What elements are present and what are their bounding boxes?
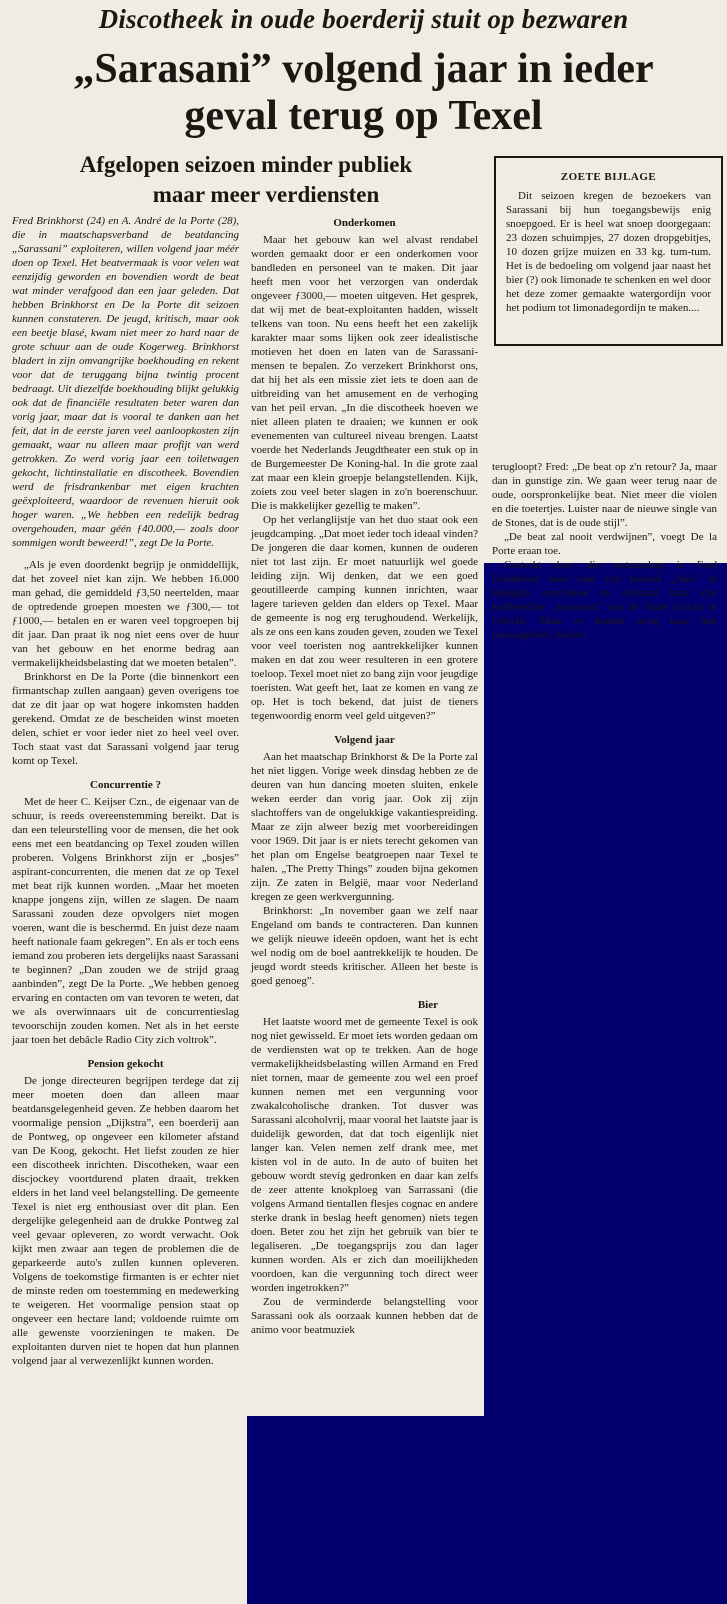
sidebar-title: ZOETE BIJLAGE [560, 171, 657, 183]
intro-paragraph: Fred Brinkhorst (24) en A. André de la Porte (28), die in maatschapsverband de beatdancing „Sarassani” exploiteren, willen volgend jaar méér doen op Texel. Het beatvermaak is voor velen wat eenzijdig geworden en bovendien wordt de beat wat minder verafgood dan een jaar geleden. Dat hebben Brinkhorst en De la Porte dit seizoen kunnen constateren. De jeugd, kritisch, maar ook een beetje blasé, kwam niet meer zo hard naar de grote schuur aan de oude Kogerweg. Brinkhorst bladert in zijn omvangrijke boekhouding en rekent voor dat de teruggang bijna twintig procent bedraagt. Uit diezelfde boekhouding blijkt gelukkig ook dat de financiële resultaten beter waren dan vorig jaar, maar dat is vooral te danken aan het feit, dat in de eerste jaren veel aanloopkosten zijn gemaakt, waar nu alleen maar profijt van werd getrokken. Zo werd vorig jaar een toiletwagen gekocht, lichtinstallatie en discotheek. Bovendien werd de frisdrankenbar met eigen krachten geëxploiteerd, waardoor de revenuen hieruit ook hoger waren. „We hebben een redelijk bedrag overgehouden, maar géén ƒ40.000,— zoals door sommigen wordt beweerd!”, zegt De la Porte. [12, 215, 239, 549]
headline-line-1: „Sarasani” volgend jaar in ieder [73, 46, 654, 92]
section-heading-volgend-jaar: Volgend jaar [334, 734, 395, 746]
kicker-headline: Discotheek in oude boerderij stuit op bezwaren [98, 4, 629, 34]
paragraph: De jonge directeuren begrijpen terdege dat zij meer moeten doen dan alleen maar beatdansgelegenheid geven. Ze hebben daarom het voormalige pension „Dijkstra”, een boerderij aan de Pontweg, op ongeveer een kilometer afstand van De Koog, gekocht. Het liefst zouden ze hier een discotheek inrichten. Discotheken, waar een discjockey voortdurend platen draait, trekken elders in het land veel belangstelling. De gemeente Texel is niet erg enthousiast over dit plan. Een dergelijke gelegenheid aan de drukke Pontweg zal veel gevaar opleveren, zo wordt verwacht. Ook kijkt men zwaar aan tegen de problemen die de geparkeerde auto's zullen kunnen opleveren. Volgens de toekomstige firmanten is er echter niet de minste reden om toestemming en medewerking te weigeren. Het voormalige pension staat op ongeveer een hectare land; voldoende ruimte om alle gewenste voorzieningen te maken. De exploitanten durven niet te hopen dat hun plannen volgend jaar al verwezenlijkt kunnen worden. [12, 1075, 239, 1367]
paragraph: Gesterkt door die wetenschap is Fred Brinkhorst weer naar zijn boetiek „Sara” in Hengelo vertrokken en Armand naar zijn koffiekelder „Sarassani” aan de Oude Gracht in Utrecht. Maar ze komen terug naar hun missiegebied, beslist! [492, 559, 717, 641]
column-b [251, 216, 478, 1337]
subheadline [8, 150, 484, 210]
paragraph: Met de heer C. Keijser Czn., de eigenaar van de schuur, is reeds overeenstemming bereikt. Dat is dan een teleurstelling voor de mensen, die het ook eens met een beatdancing op Texel zouden willen proberen. Volgens Brinkhorst zijn er „bosjes” aspirant-concurrenten, die menen dat ze op Texel met beat rijk kunnen worden. „Maar het moeten knappe jongens zijn, willen ze slagen. De naam Sarassani zouden deze opvolgers niet mogen voeren, want die is beschermd. En juist deze naam heeft nationale faam gekregen”. En als er toch eens iemand zou proberen iets dergelijks naast Sarassani te beginnen? „Dan zouden we de strijd graag aanbinden”, zegt De la Porte. „We hebben genoeg ervaring en contacten om van tevoren te weten, dat we als overwinnaars uit de concurrentieslag tevoorschijn zouden komen. Net als in het eerste jaar toen het debâcle Radio City zich voltrok”. [12, 796, 239, 1046]
paragraph: „De beat zal nooit verdwijnen”, voegt De la Porte eraan toe. [492, 531, 717, 557]
paragraph: Aan het maatschap Brinkhorst & De la Porte zal het niet liggen. Vorige week dinsdag hebben ze de deuren van hun dancing moeten sluiten, enkele weken eerder dan vorig jaar. Ook zij zijn slachtoffers van de ongelukkige vakantiespreiding. Maar ze zijn alweer bezig met voorbereidingen voor 1969. Dit jaar is er niets terecht gekomen van het plan om Engelse beatgroepen naar Texel te halen. „The Pretty Things” zouden bijna gekomen zijn. Ze zaten in België, maar voor Nederland kregen ze geen werkvergunning. [251, 751, 478, 903]
section-heading-pension: Pension gekocht [87, 1058, 164, 1070]
column-a [12, 214, 239, 1368]
paragraph: Brinkhorst: „In november gaan we zelf naar Engeland om bands te contracteren. Dan kunnen we gelijk nieuwe ideeën opdoen, want het is echt wel nodig om de boel aantrekkelijk te houden. De jeugd wordt steeds kritischer. Alleen het beste is goed genoeg”. [251, 905, 478, 987]
section-heading-onderkomen: Onderkomen [333, 217, 396, 229]
paragraph: Brinkhorst en De la Porte (die binnenkort een firmantschap zullen aangaan) geven overigens toe dat ze dit jaar op wat hogere inkomsten hadden gerekend. Omdat ze de bescheiden winst moeten delen, schiet er voor ieder niet zo heel veel over. Toch staat vast dat Sarassani volgend jaar terug komt op Texel. [12, 671, 239, 767]
headline-line-2: geval terug op Texel [184, 93, 543, 139]
clipping-bottom [0, 1416, 247, 1604]
paragraph: Het laatste woord met de gemeente Texel is ook nog niet gewisseld. Er moet iets worden gedaan om de verdiensten wat op te trekken. Aan de hoge vermakelijkheidsbelasting willen Armand en Fred niet tornen, maar de gemeente zou wel een proef kunnen nemen met een vergunning voor zwakalcoholische dranken. Tot dusver was Sarassani alcoholvrij, maar vooral het laatste jaar is duidelijk geworden, dat dat toch eigenlijk niet langer kan. Velen nemen zelf drank mee, met kisten vol in de auto. In de auto of buiten het gebouw wordt stevig gedronken en daar kan zelfs de zeer attente knokploeg van Sarrassani (die volgens Armand tientallen flesjes cognac en andere sterke drank in beslag heeft genomen) niets tegen doen. Beter zou het zijn het gebruik van bier te legaliseren. „De toegangsprijs zou dan lager kunnen worden. Als er zich dan moeilijkheden voordoen, kan die vergunning toch direct weer worden ingetrokken?” [251, 1016, 478, 1294]
subhead-line-2: maar meer verdiensten [152, 182, 380, 207]
column-c [492, 460, 717, 642]
main-headline [8, 46, 719, 140]
subhead-line-1: Afgelopen seizoen minder publiek [79, 152, 413, 177]
paragraph: Maar het gebouw kan wel alvast rendabel worden gemaakt door er een onderkomen voor bandleden en personeel van te maken. Dit jaar heeft men voor het verzorgen van onderdak ongeveer ƒ3000,— moeten uitgeven. Het gesprek, dat wij met de beat-exploitanten hadden, wisselt telkens van toon. Nu eens heeft het een zakelijk karakter maar soms lijken ook zeer idealistische motieven het doen en laten van de Sarassani-mensen te bepalen. Zo verzekert Brinkhorst ons, dat hij het als een missie ziet iets te doen aan de uitbreiding van het amusement en de verhoging van het peil ervan. „In die discotheek hoeven we niet alleen platen te draaien; we kunnen er ook evenementen van cultureel niveau brengen. Laatst voerde het Nederlands Jeugdtheater een stuk op in de Burgemeester De Koning-hal. In die grote zaal zat maar een klein groepje belangstellenden. Kijk, zoiets zou veel beter slagen in zo'n boerenschuur. Die is makkelijker gezellig te maken”. [251, 234, 478, 512]
sidebar-body [496, 183, 721, 315]
sidebar-text: Dit seizoen kregen de bezoekers van Sarassani bij hun toegangsbewijs enig snoepgoed. Er is heel wat snoep doorgegaan: 23 dozen schuimpjes, 27 dozen dropgebitjes, 10 dozen grijze muizen en 33 kg. tum-tum. Het is de bedoeling om volgend jaar naast het bier (?) ook limonade te schenken en wel door het deze zomer gemaakte watergordijn voor het podium tot limonadegordijn te maken.... [506, 190, 711, 314]
section-heading-bier: Bier [417, 999, 438, 1011]
section-heading-concurrentie: Concurrentie ? [90, 779, 161, 791]
paragraph: Zou de verminderde belangstelling voor Sarassani ook als oorzaak kunnen hebben dat de animo voor beatmuziek [251, 1296, 478, 1336]
paragraph: Op het verlanglijstje van het duo staat ook een jeugdcamping. „Dat moet ieder toch ideaal vinden? De jongeren die daar komen, kunnen de ouderen niet tot last zijn. Er moet natuurlijk wel goede leiding zijn. Wij denken, dat we een goed geoutilleerde camping kunnen inrichten, waar lagere tarieven gelden dan elders op Texel. Maar de gemeente is nog erg terughoudend. Werkelijk, als ze ons een kans zouden geven, zouden we Texel voor veel toeristen nog aantrekkelijker kunnen maken en dat zou weer resulteren in een grotere toeloop. Texel moet niet zo bang zijn voor jeugdige toeristen. Wat geeft het, laat ze komen en vang ze op. Het is toch bekend, dat juist de tieners tegenwoordig enorm veel geld uitgeven?” [251, 514, 478, 722]
sidebar-box [494, 156, 723, 346]
paragraph: terugloopt? Fred: „De beat op z'n retour? Ja, maar dan in gunstige zin. We gaan weer terug naar de oude, oorspronkelijke beat. Niet meer die violen en die toetertjes. Luister naar de nieuwe single van de Stones, dat is de oude stijl”. [492, 461, 717, 529]
paragraph: „Als je even doordenkt begrijp je onmiddellijk, dat het zoveel niet kan zijn. We hebben 16.000 man gehad, die gemiddeld ƒ3,50 neertelden, maar de optredende groepen moesten we ƒ300,— tot ƒ1000,— betalen en er waren veel topgroepen bij dit jaar. Dan praat ik nog niet eens over de huur van het gebouw en het enorme bedrag aan vermakelijkheidsbelasting dat we moeten betalen”. [12, 559, 239, 669]
